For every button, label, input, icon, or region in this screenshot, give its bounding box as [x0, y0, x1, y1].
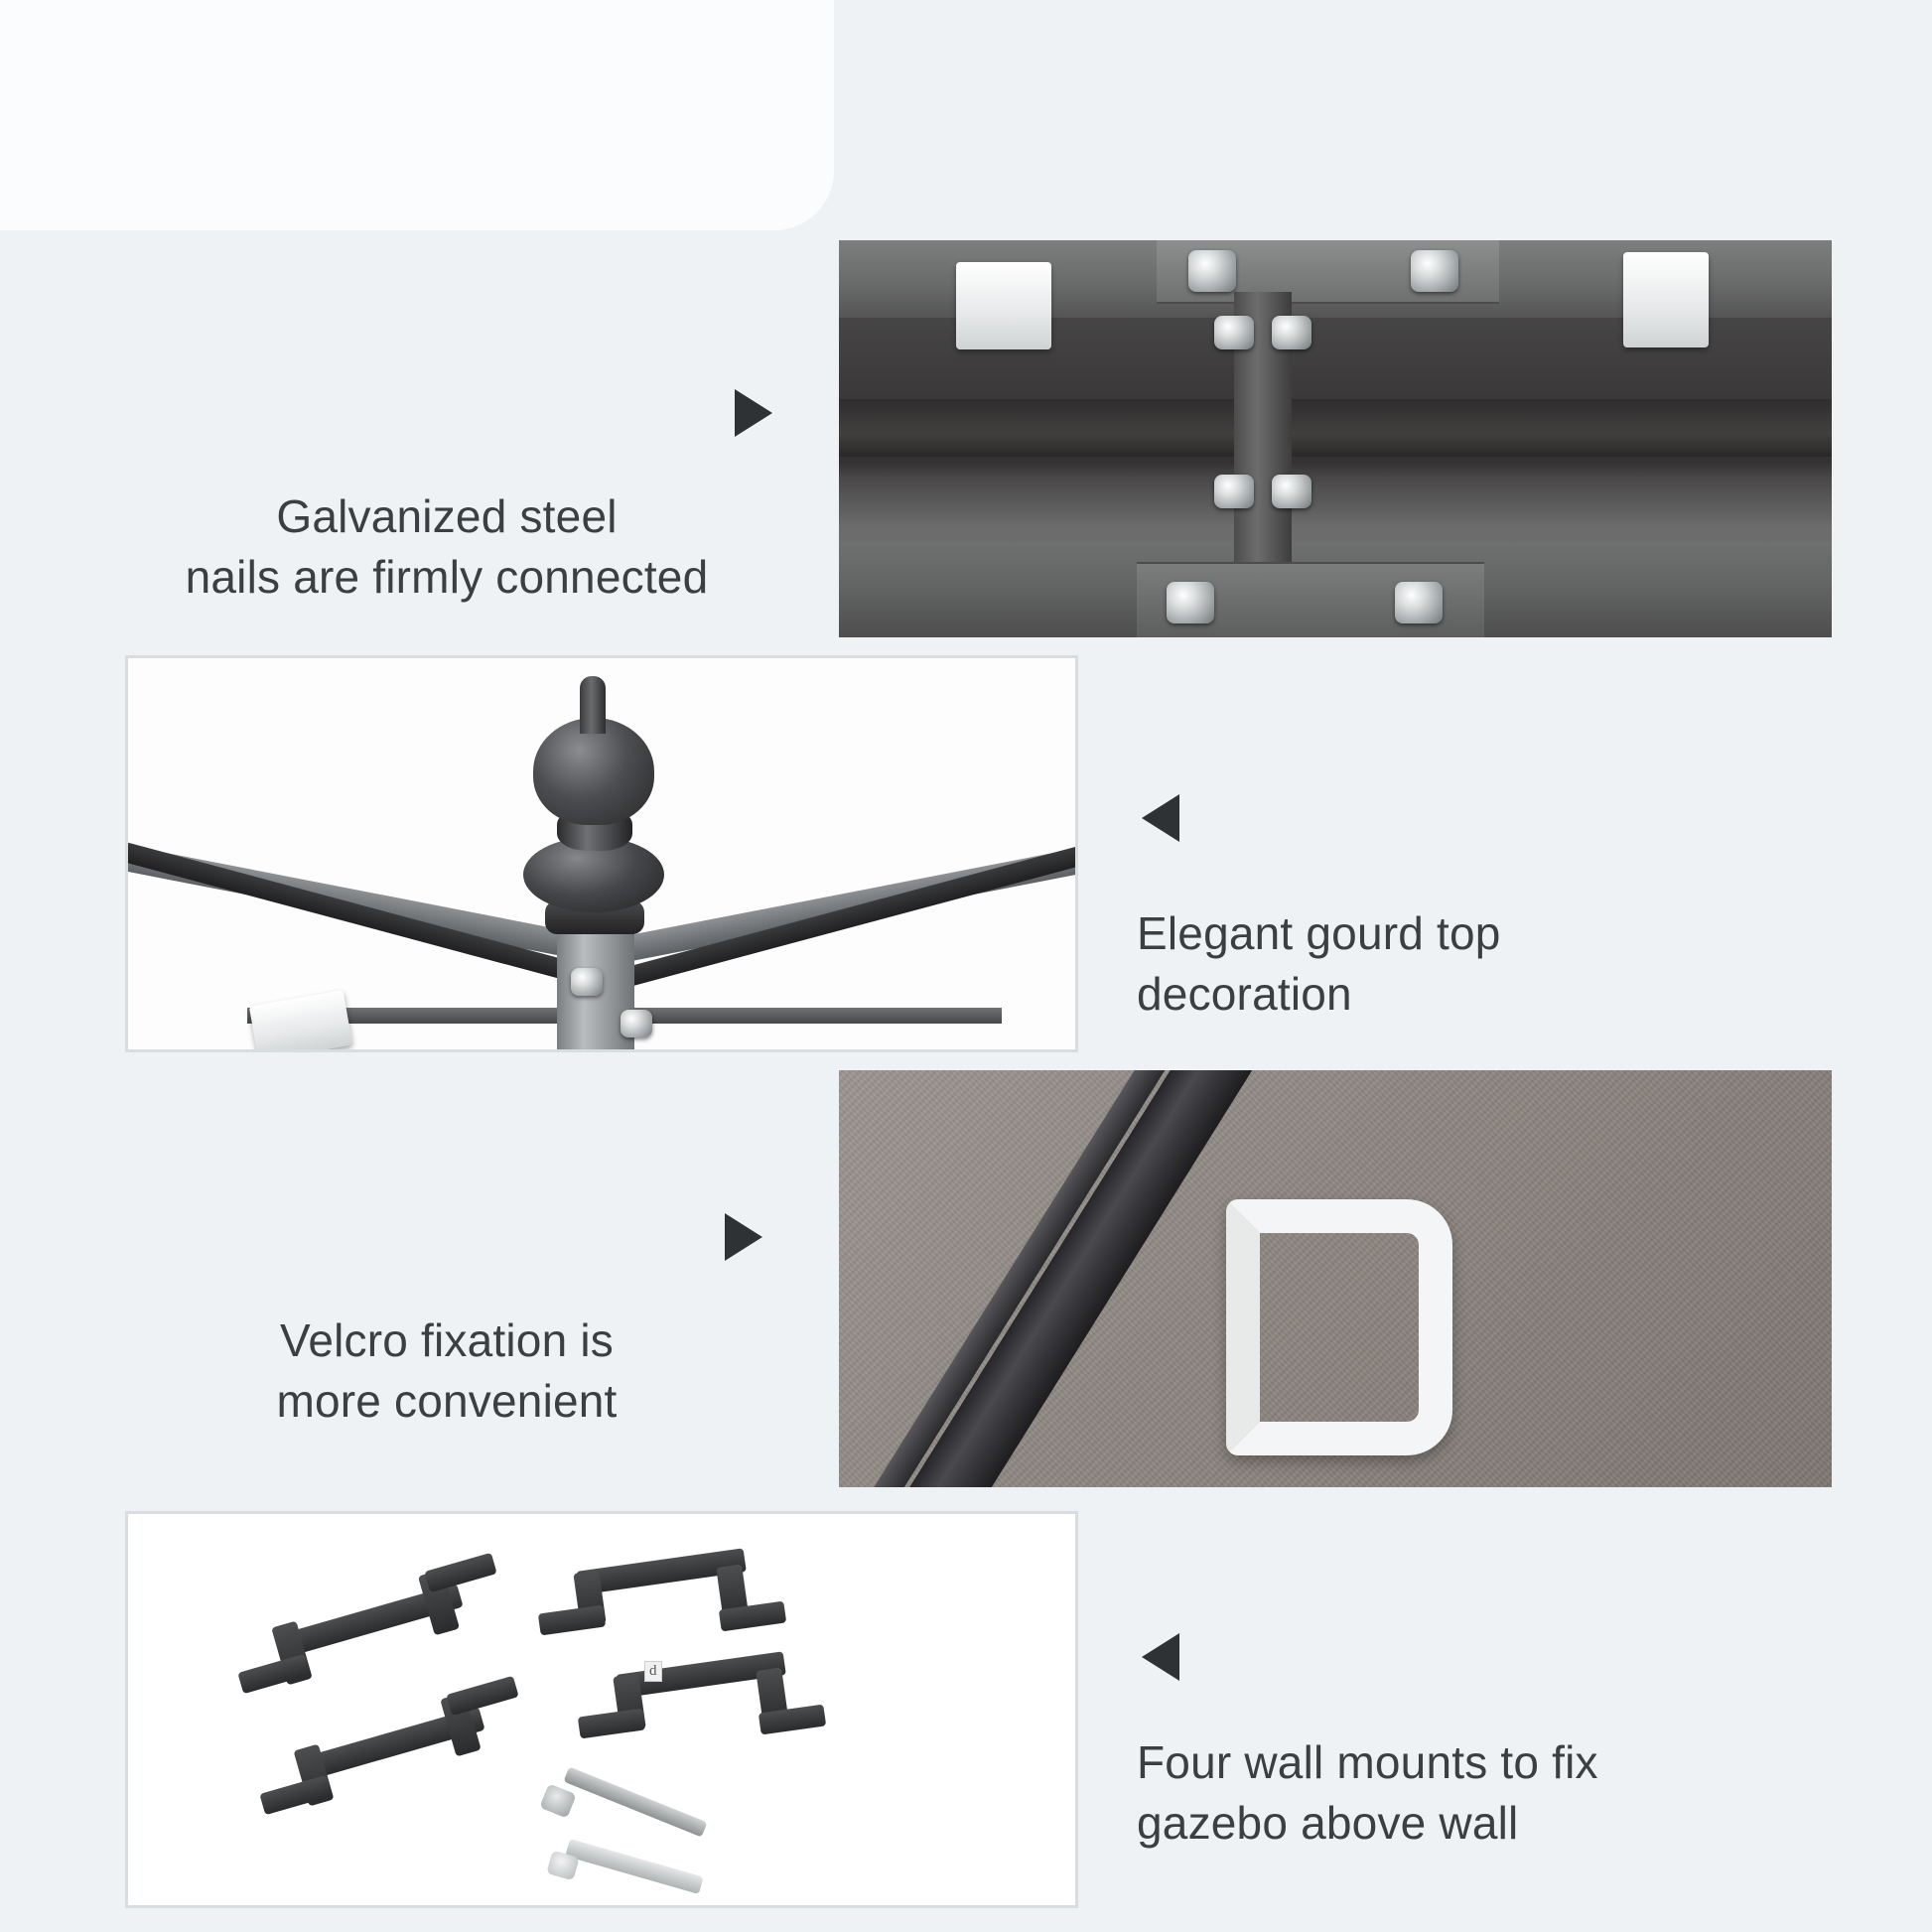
caption-gourd-top: [1137, 903, 1852, 1024]
velcro-strap-on-canopy-photo: [839, 1070, 1832, 1487]
wall-mount-brackets-and-screws-photo: [125, 1511, 1078, 1908]
caption-steel-nails: [99, 486, 794, 607]
caption-velcro-line1: Velcro fixation is: [280, 1314, 614, 1366]
screw-head-icon: [539, 1783, 577, 1818]
arrow-to-steel-nails-photo: [735, 389, 772, 437]
velcro-strap: [1226, 1199, 1452, 1455]
bolt-icon: [1411, 250, 1458, 292]
bolt-icon: [571, 968, 603, 996]
bracket-tiny-label: d: [644, 1661, 662, 1682]
velcro-tab: [956, 262, 1051, 349]
wall-mount-bracket: [259, 1775, 332, 1815]
caption-velcro-line2: more convenient: [276, 1374, 618, 1427]
caption-steel-nails-line1: Galvanized steel: [276, 490, 618, 542]
header-panel: [0, 0, 834, 230]
caption-gourd-top-line2: decoration: [1137, 967, 1352, 1020]
caption-steel-nails-line2: nails are firmly connected: [185, 550, 709, 603]
bolt-icon: [1395, 582, 1443, 623]
wall-mount-bracket: [446, 1676, 518, 1716]
wall-mount-bracket: [424, 1553, 496, 1592]
velcro-tab: [1623, 252, 1709, 347]
arrow-to-wall-mounts-photo: [1142, 1633, 1179, 1681]
wall-mount-bracket: [578, 1709, 645, 1739]
bolt-icon: [1167, 582, 1214, 623]
wall-mount-bracket: [538, 1605, 606, 1636]
caption-wall-mounts-line1: Four wall mounts to fix: [1137, 1736, 1598, 1788]
bolt-icon: [1272, 316, 1311, 349]
caption-velcro: [109, 1311, 784, 1431]
dark-beam: [839, 399, 1832, 457]
caption-wall-mounts-line2: gazebo above wall: [1137, 1796, 1519, 1849]
caption-gourd-top-line1: Elegant gourd top: [1137, 907, 1501, 959]
finial-upper-ball: [533, 718, 654, 825]
bolt-icon: [621, 1010, 652, 1037]
gourd-finial-roof-peak-photo: [125, 655, 1078, 1052]
wall-anchor-icon: [565, 1839, 704, 1894]
arrow-to-velcro-photo: [725, 1213, 762, 1261]
caption-wall-mounts: [1137, 1732, 1891, 1853]
bolt-icon: [1214, 475, 1254, 508]
bolt-icon: [1214, 316, 1254, 349]
bolt-icon: [1188, 250, 1236, 292]
arrow-to-gourd-top-photo: [1142, 794, 1179, 842]
screw-icon: [563, 1766, 707, 1837]
finial-stem: [580, 676, 606, 734]
wall-mount-bracket: [237, 1654, 310, 1694]
bolted-steel-bracket-photo: [839, 240, 1832, 637]
bolt-icon: [1272, 475, 1311, 508]
